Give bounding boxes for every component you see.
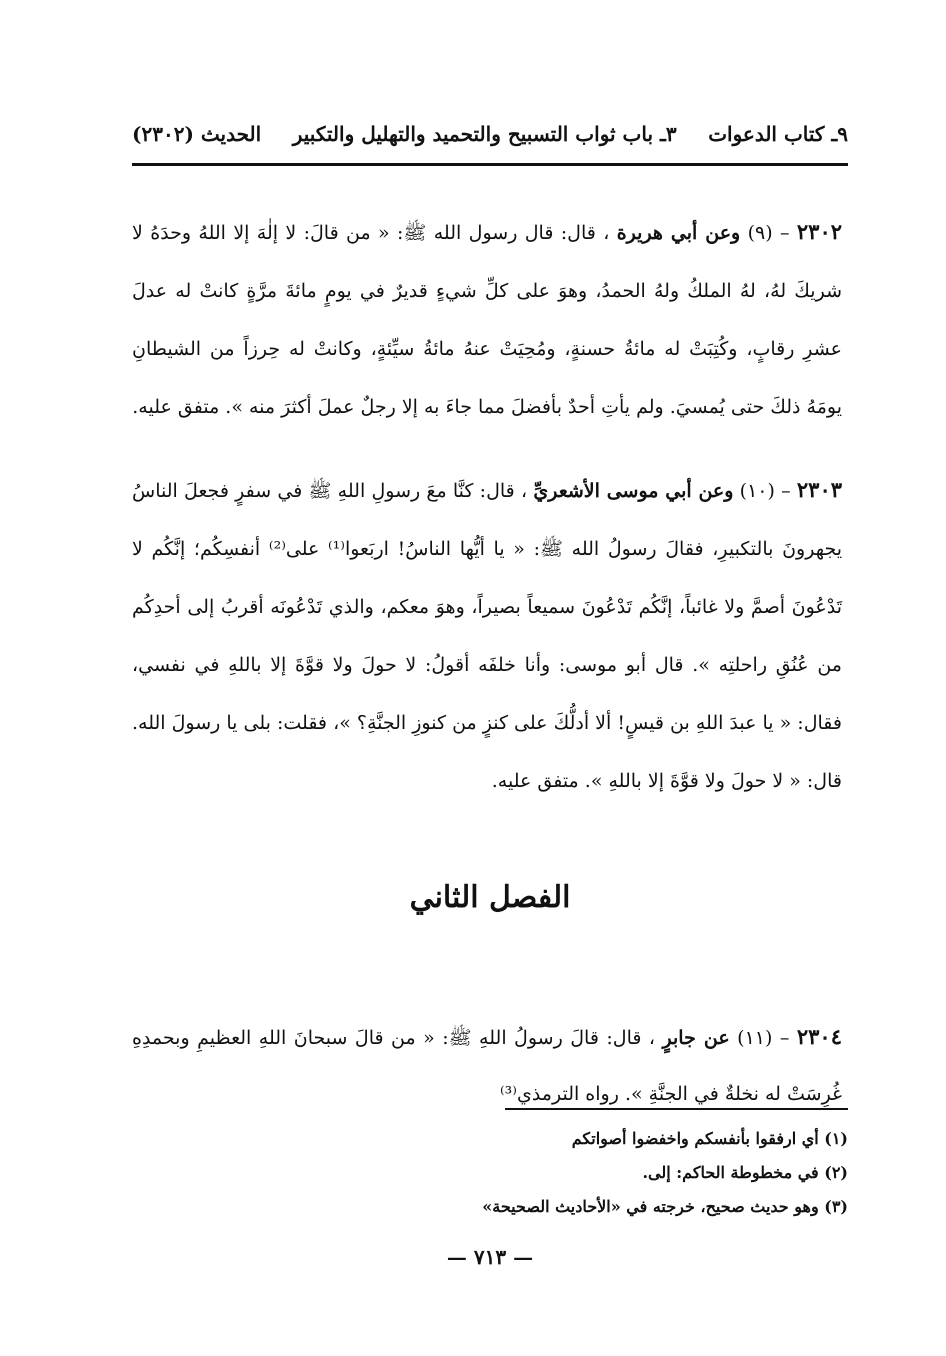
header-hadith-ref: الحديث (٢٣٠٢) bbox=[132, 122, 262, 146]
hadith-text: ، قال: كنَّا معَ رسولِ اللهِ ﷺ في سفرٍ فجعلَ الناسُ يجهرونَ بالتكبيرِ، فقالَ رسولُ الله ﷺ: « يا أيُّها الناسُ! اربَعوا⁽¹⁾ على⁽²⁾ أنفسِكُم؛ إنَّكُم لا تَدْعُونَ أصمَّ ولا غائباً، إنَّكُم تَدْعُونَ سميعاً بصيراً، وهوَ معكم، والذي تَدْعُونَه أقربُ إلى أحدِكُم من عُنُقِ راحلتِه ». قال أبو موسى: وأنا خلفَه أقولُ: لا حولَ ولا قوَّةَ إلا باللهِ في نفسي، فقال: « يا عبدَ اللهِ بن قيسٍ! ألا أدلُّكَ على كنزٍ من كنوزِ الجنَّةِ؟ »، فقلت: بلى يا رسولَ الله. قال: « لا حولَ ولا قوَّةَ إلا باللهِ ». bbox=[132, 480, 842, 792]
hadith-narrator: وعن أبي هريرة bbox=[616, 222, 741, 244]
footnote-item: (١) أي ارفقوا بأنفسكم واخفضوا أصواتكم bbox=[571, 1129, 848, 1148]
hadith-2304-paragraph bbox=[132, 1009, 842, 1122]
hadith-text: ، قال: قالَ رسولُ اللهِ ﷺ: « من قالَ سبحانَ اللهِ العظيمِ وبحمدِهِ غُرِسَتْ له نخلةٌ في الجنَّةِ ». bbox=[132, 1027, 842, 1105]
hadith-text: ، قال: قال رسول الله ﷺ: « من قالَ: لا إلٰهَ إلا اللهُ وحدَهُ لا شريكَ لهُ، لهُ الملكُ ولهُ الحمدُ، وهوَ على كلِّ شيءٍ قديرٌ في يومٍ مائةَ مرَّةٍ كانتْ له عدلَ عشرِ رقابٍ، وكُتِبَتْ له مائةُ حسنةٍ، ومُحِيَتْ عنهُ مائةُ سيِّئةٍ، وكانتْ له حِرزاً من الشيطانِ يومَهُ ذلكَ حتى يُمسيَ. ولم يأتِ أحدٌ بأفضلَ مما جاءَ به إلا رجلٌ عملَ أكثرَ منه ». bbox=[132, 222, 842, 418]
hadith-index: (٩) bbox=[747, 222, 773, 244]
hadith-number: ٢٣٠٢ bbox=[796, 219, 843, 244]
footnotes bbox=[360, 1122, 848, 1224]
hadith-2303-paragraph bbox=[132, 461, 842, 810]
hadith-dash: – bbox=[772, 222, 790, 244]
footnote-item: (٢) في مخطوطة الحاكم: إلى. bbox=[642, 1163, 848, 1182]
section-title: الفصل الثاني bbox=[409, 880, 571, 915]
header-rule bbox=[132, 163, 848, 166]
header-book-title: ٩ـ كتاب الدعوات bbox=[708, 122, 848, 146]
hadith-source: متفق عليه. bbox=[132, 396, 220, 418]
hadith-index: (١١) bbox=[737, 1027, 773, 1049]
hadith-source: متفق عليه. bbox=[491, 770, 579, 792]
page-number: — ٧١٣ — bbox=[446, 1245, 534, 1269]
hadith-narrator: عن جابرٍ bbox=[662, 1027, 730, 1049]
hadith-number: ٢٣٠٣ bbox=[796, 477, 843, 502]
footnote-item: (٣) وهو حديث صحيح، خرجته في «الأحاديث الصحيحة» bbox=[482, 1197, 848, 1216]
footnote-rule bbox=[505, 1108, 848, 1110]
hadith-2302-paragraph bbox=[132, 203, 842, 436]
header-chapter-title: ٣ـ باب ثواب التسبيح والتحميد والتهليل والتكبير bbox=[292, 122, 677, 146]
hadith-dash: – bbox=[772, 1027, 790, 1049]
running-header bbox=[132, 110, 848, 158]
hadith-narrator: وعن أبي موسى الأشعريِّ bbox=[533, 480, 734, 502]
hadith-number: ٢٣٠٤ bbox=[796, 1024, 842, 1049]
hadith-index: (١٠) bbox=[739, 480, 775, 502]
hadith-source: رواه الترمذي⁽³⁾ bbox=[500, 1083, 619, 1105]
hadith-dash: – bbox=[774, 480, 791, 502]
